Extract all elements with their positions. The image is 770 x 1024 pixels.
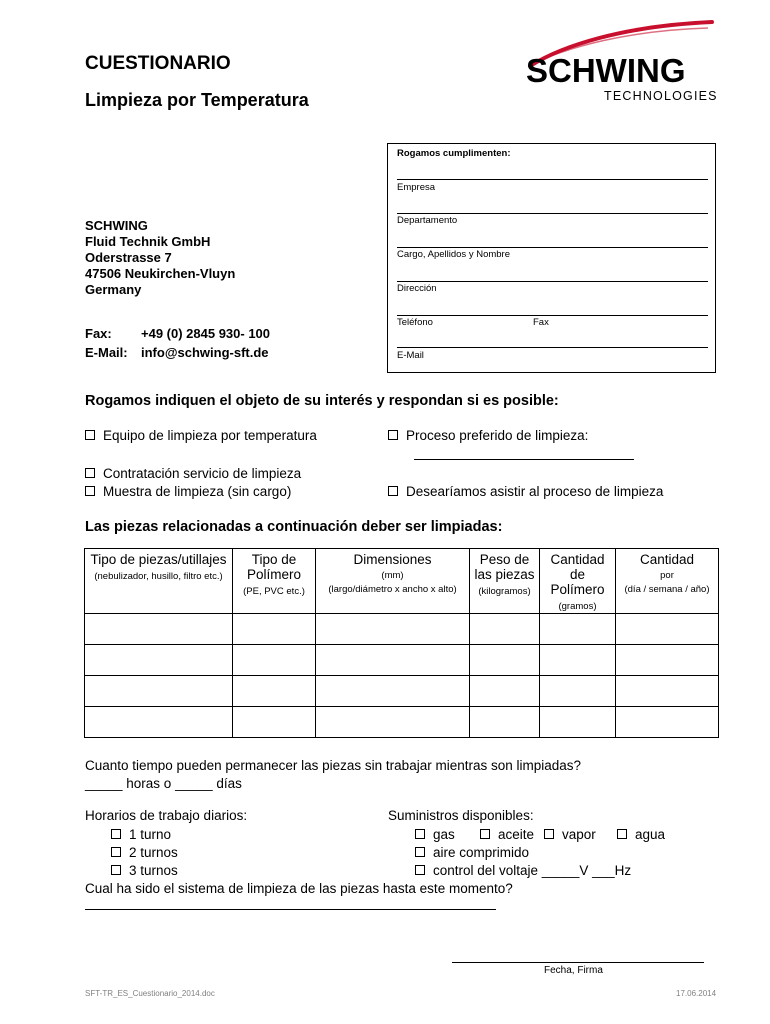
option-vapor[interactable]: vapor bbox=[544, 827, 596, 842]
table-row[interactable] bbox=[85, 676, 719, 707]
option-3-turnos[interactable]: 3 turnos bbox=[111, 863, 178, 878]
col-tipo-polimero: Tipo de Polímero (PE, PVC etc.) bbox=[233, 549, 316, 614]
col-cantidad-polimero: Cantidad de Polímero (gramos) bbox=[540, 549, 616, 614]
checkbox[interactable] bbox=[415, 829, 425, 839]
document-title: CUESTIONARIO bbox=[85, 53, 231, 74]
telefono-fax-line[interactable] bbox=[397, 315, 708, 316]
table-cell[interactable] bbox=[233, 614, 316, 645]
cargo-line[interactable] bbox=[397, 247, 708, 248]
schedule-label: Horarios de trabajo diarios: bbox=[85, 808, 248, 823]
checkbox[interactable] bbox=[85, 486, 95, 496]
signature-label: Fecha, Firma bbox=[544, 965, 603, 976]
table-cell[interactable] bbox=[316, 645, 470, 676]
parts-heading: Las piezas relacionadas a continuación deber ser limpiadas: bbox=[85, 519, 503, 535]
table-cell[interactable] bbox=[540, 645, 616, 676]
address-line: Oderstrasse 7 bbox=[85, 250, 172, 265]
table-row[interactable] bbox=[85, 645, 719, 676]
fax-label: Fax: bbox=[85, 326, 112, 341]
table-cell[interactable] bbox=[616, 676, 719, 707]
checkbox[interactable] bbox=[111, 847, 121, 857]
schwing-logo bbox=[522, 18, 722, 108]
option-asistir[interactable]: Desearíamos asistir al proceso de limpieza bbox=[388, 484, 663, 499]
option-aceite[interactable]: aceite bbox=[480, 827, 534, 842]
table-row[interactable] bbox=[85, 614, 719, 645]
option-agua[interactable]: agua bbox=[617, 827, 665, 842]
departamento-label: Departamento bbox=[397, 215, 458, 226]
col-dimensiones: Dimensiones (mm) (largo/diámetro x ancho x alto) bbox=[316, 549, 470, 614]
company-address bbox=[85, 218, 235, 298]
fax-field-label: Fax bbox=[533, 317, 549, 328]
table-cell[interactable] bbox=[540, 707, 616, 738]
logo-brand: SCHWING bbox=[526, 52, 686, 89]
supplies-label: Suministros disponibles: bbox=[388, 808, 534, 823]
table-cell[interactable] bbox=[470, 614, 540, 645]
col-cantidad-por: Cantidad por (día / semana / año) bbox=[616, 549, 719, 614]
empresa-label: Empresa bbox=[397, 182, 436, 193]
checkbox[interactable] bbox=[111, 829, 121, 839]
system-answer-line[interactable] bbox=[85, 909, 496, 910]
checkbox[interactable] bbox=[617, 829, 627, 839]
empresa-line[interactable] bbox=[397, 179, 708, 180]
table-cell[interactable] bbox=[470, 707, 540, 738]
table-cell[interactable] bbox=[540, 614, 616, 645]
document-subtitle: Limpieza por Temperatura bbox=[85, 90, 309, 110]
footer-date: 17.06.2014 bbox=[676, 989, 717, 998]
address-line: Fluid Technik GmbH bbox=[85, 234, 211, 249]
telefono-label: Teléfono bbox=[397, 317, 433, 328]
fax-value: +49 (0) 2845 930- 100 bbox=[141, 326, 271, 341]
departamento-line[interactable] bbox=[397, 213, 708, 214]
table-cell[interactable] bbox=[316, 707, 470, 738]
option-contratacion[interactable]: Contratación servicio de limpieza bbox=[85, 466, 301, 481]
direccion-line[interactable] bbox=[397, 281, 708, 282]
interest-heading: Rogamos indiquen el objeto de su interés y respondan si es posible: bbox=[85, 393, 559, 409]
email-value: info@schwing-sft.de bbox=[141, 345, 269, 360]
table-cell[interactable] bbox=[316, 676, 470, 707]
parts-table bbox=[84, 548, 719, 738]
table-cell[interactable] bbox=[616, 707, 719, 738]
table-row[interactable] bbox=[85, 707, 719, 738]
option-2-turnos[interactable]: 2 turnos bbox=[111, 845, 178, 860]
contact-form-box bbox=[387, 143, 716, 373]
option-muestra[interactable]: Muestra de limpieza (sin cargo) bbox=[85, 484, 291, 499]
address-line: Germany bbox=[85, 282, 142, 297]
checkbox[interactable] bbox=[544, 829, 554, 839]
direccion-label: Dirección bbox=[397, 283, 437, 294]
option-aire[interactable]: aire comprimido bbox=[415, 845, 529, 860]
table-cell[interactable] bbox=[85, 645, 233, 676]
table-cell[interactable] bbox=[616, 614, 719, 645]
checkbox[interactable] bbox=[388, 430, 398, 440]
option-gas[interactable]: gas bbox=[415, 827, 455, 842]
option-1-turno[interactable]: 1 turno bbox=[111, 827, 171, 842]
checkbox[interactable] bbox=[415, 847, 425, 857]
table-cell[interactable] bbox=[470, 645, 540, 676]
email-label: E-Mail: bbox=[85, 345, 128, 360]
table-cell[interactable] bbox=[85, 676, 233, 707]
option-proceso[interactable]: Proceso preferido de limpieza: bbox=[388, 428, 588, 443]
system-question: Cual ha sido el sistema de limpieza de las piezas hasta este momento? bbox=[85, 881, 513, 896]
table-cell[interactable] bbox=[540, 676, 616, 707]
address-line: SCHWING bbox=[85, 218, 148, 233]
option-voltaje[interactable]: control del voltaje _____V ___Hz bbox=[415, 863, 631, 878]
table-cell[interactable] bbox=[316, 614, 470, 645]
table-cell[interactable] bbox=[233, 707, 316, 738]
table-cell[interactable] bbox=[85, 614, 233, 645]
col-peso: Peso de las piezas (kilogramos) bbox=[470, 549, 540, 614]
email-line[interactable] bbox=[397, 347, 708, 348]
form-heading: Rogamos cumplimenten: bbox=[397, 148, 511, 159]
table-header-row bbox=[85, 549, 719, 614]
checkbox[interactable] bbox=[85, 430, 95, 440]
signature-line[interactable] bbox=[452, 962, 704, 963]
table-cell[interactable] bbox=[470, 676, 540, 707]
checkbox[interactable] bbox=[111, 865, 121, 875]
logo-tagline: TECHNOLOGIES bbox=[604, 89, 718, 103]
address-line: 47506 Neukirchen-Vluyn bbox=[85, 266, 236, 281]
cargo-label: Cargo, Apellidos y Nombre bbox=[397, 249, 510, 260]
email-field-label: E-Mail bbox=[397, 350, 424, 361]
checkbox[interactable] bbox=[85, 468, 95, 478]
option-equipo[interactable]: Equipo de limpieza por temperatura bbox=[85, 428, 317, 443]
footer-filename: SFT-TR_ES_Cuestionario_2014.doc bbox=[85, 989, 215, 998]
fax-contact bbox=[85, 326, 270, 341]
table-cell[interactable] bbox=[233, 645, 316, 676]
table-cell[interactable] bbox=[233, 676, 316, 707]
proceso-answer-line[interactable] bbox=[414, 459, 634, 460]
time-question: Cuanto tiempo pueden permanecer las piezas sin trabajar mientras son limpiadas? bbox=[85, 758, 582, 773]
time-answer[interactable]: _____ horas o _____ días bbox=[85, 776, 242, 791]
checkbox[interactable] bbox=[480, 829, 490, 839]
table-cell[interactable] bbox=[616, 645, 719, 676]
col-tipo-piezas: Tipo de piezas/utillajes (nebulizador, husillo, filtro etc.) bbox=[85, 549, 233, 614]
checkbox[interactable] bbox=[388, 486, 398, 496]
checkbox[interactable] bbox=[415, 865, 425, 875]
email-contact bbox=[85, 345, 269, 360]
table-cell[interactable] bbox=[85, 707, 233, 738]
